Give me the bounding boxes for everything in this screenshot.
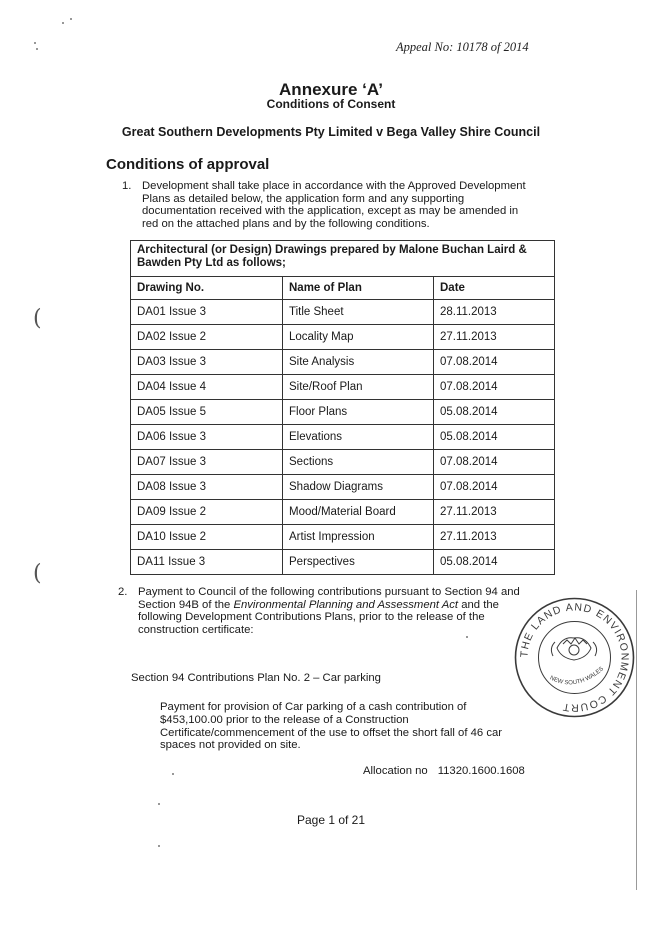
date-cell: 27.11.2013	[434, 500, 555, 525]
annexure-subtitle: Conditions of Consent	[266, 97, 396, 111]
plan-name-cell: Sections	[283, 450, 434, 475]
date-cell: 07.08.2014	[434, 375, 555, 400]
date-cell: 05.08.2014	[434, 425, 555, 450]
plan-name-cell: Floor Plans	[283, 400, 434, 425]
drawing-no-cell: DA07 Issue 3	[131, 450, 283, 475]
seal-inner-text: NEW SOUTH WALES	[548, 666, 605, 687]
plan-name-cell: Artist Impression	[283, 525, 434, 550]
table-row	[131, 425, 555, 450]
table-row	[131, 375, 555, 400]
date-cell: 28.11.2013	[434, 300, 555, 325]
condition-2	[118, 586, 538, 636]
seal-text: THE LAND AND ENVIRONMENT COURT	[518, 601, 631, 714]
header-date: Date	[434, 277, 555, 300]
plan-name-cell: Title Sheet	[283, 300, 434, 325]
condition-1-text: Development shall take place in accordance with the Approved Development Plans as detailed below, the application form and any supporting documentation received with the application, except as may be amended in red on the attached plans and by the following conditions.	[142, 180, 526, 230]
payment-text: Payment for provision of Car parking of a cash contribution of $453,100.00 prior to the release of a Construction Certificate/commencement of the use to offset the short fall of 46 car spaces not provided on site.	[160, 701, 503, 752]
scan-speck	[158, 803, 160, 805]
condition-2-number: 2.	[118, 586, 128, 598]
plan-name-cell: Shadow Diagrams	[283, 475, 434, 500]
scan-speck	[158, 845, 160, 847]
table-row	[131, 525, 555, 550]
date-cell: 07.08.2014	[434, 450, 555, 475]
date-cell: 05.08.2014	[434, 400, 555, 425]
header-drawing-no: Drawing No.	[131, 277, 283, 300]
plan-name-cell: Perspectives	[283, 550, 434, 575]
condition-1	[122, 180, 527, 230]
allocation-value: 11320.1600.1608	[437, 765, 525, 777]
court-seal-icon	[513, 596, 636, 719]
drawing-no-cell: DA03 Issue 3	[131, 350, 283, 375]
date-cell: 07.08.2014	[434, 350, 555, 375]
table-row	[131, 400, 555, 425]
table-caption-row	[131, 241, 555, 277]
condition-2-text	[138, 586, 538, 636]
header-name-of-plan: Name of Plan	[283, 277, 434, 300]
date-cell: 05.08.2014	[434, 550, 555, 575]
plan-name-cell: Mood/Material Board	[283, 500, 434, 525]
page-number: Page 1 of 21	[296, 813, 366, 827]
scan-speck	[36, 48, 38, 50]
plan-name-cell: Elevations	[283, 425, 434, 450]
table-row	[131, 450, 555, 475]
scan-speck	[466, 636, 468, 638]
drawing-no-cell: DA10 Issue 2	[131, 525, 283, 550]
annexure-title: Annexure ‘A’	[279, 80, 383, 99]
date-cell: 27.11.2013	[434, 325, 555, 350]
plans-table-container	[130, 240, 555, 575]
case-title: Great Southern Developments Pty Limited v Bega Valley Shire Council	[121, 125, 541, 139]
table-row	[131, 300, 555, 325]
payment-paragraph	[160, 701, 505, 752]
table-row	[131, 350, 555, 375]
scan-speck	[62, 22, 64, 24]
date-cell: 07.08.2014	[434, 475, 555, 500]
plan-name-cell: Site/Roof Plan	[283, 375, 434, 400]
drawing-no-cell: DA11 Issue 3	[131, 550, 283, 575]
appeal-number: Appeal No: 10178 of 2014	[396, 40, 529, 54]
table-row	[131, 325, 555, 350]
plan-name-cell: Locality Map	[283, 325, 434, 350]
table-caption: Architectural (or Design) Drawings prepared by Malone Buchan Laird & Bawden Pty Ltd as follows;	[131, 241, 555, 277]
court-seal	[513, 596, 636, 719]
plan-name-cell: Site Analysis	[283, 350, 434, 375]
condition-2-text-before: Payment to Council of the following contributions pursuant to Section 94 and Section 94B of the	[138, 586, 520, 611]
drawing-no-cell: DA09 Issue 2	[131, 500, 283, 525]
drawing-no-cell: DA06 Issue 3	[131, 425, 283, 450]
table-row	[131, 500, 555, 525]
table-header-row	[131, 277, 555, 300]
table-row	[131, 550, 555, 575]
drawing-no-cell: DA04 Issue 4	[131, 375, 283, 400]
allocation-number	[363, 765, 525, 777]
drawing-no-cell: DA01 Issue 3	[131, 300, 283, 325]
section-heading: Conditions of approval	[106, 156, 270, 173]
scan-speck	[34, 42, 36, 44]
drawing-no-cell: DA08 Issue 3	[131, 475, 283, 500]
svg-text:NEW SOUTH WALES	[549, 666, 605, 686]
margin-bracket-mark: (	[33, 561, 42, 586]
table-row	[131, 475, 555, 500]
plans-table	[130, 240, 555, 575]
act-name: Environmental Planning and Assessment Act	[233, 598, 459, 611]
scan-speck	[70, 18, 72, 20]
allocation-label: Allocation no	[363, 765, 428, 777]
margin-bracket-mark: (	[33, 306, 42, 331]
scan-edge-line	[636, 590, 637, 890]
contributions-plan: Section 94 Contributions Plan No. 2 – Car parking	[131, 672, 381, 684]
svg-text:THE LAND AND ENVIRONMENT COURT	[518, 601, 630, 713]
condition-2-text-after: and the following Development Contributions Plans, prior to the release of the construction certificate:	[138, 598, 499, 636]
condition-1-number: 1.	[122, 180, 132, 192]
scan-speck	[172, 773, 174, 775]
date-cell: 27.11.2013	[434, 525, 555, 550]
drawing-no-cell: DA05 Issue 5	[131, 400, 283, 425]
drawing-no-cell: DA02 Issue 2	[131, 325, 283, 350]
